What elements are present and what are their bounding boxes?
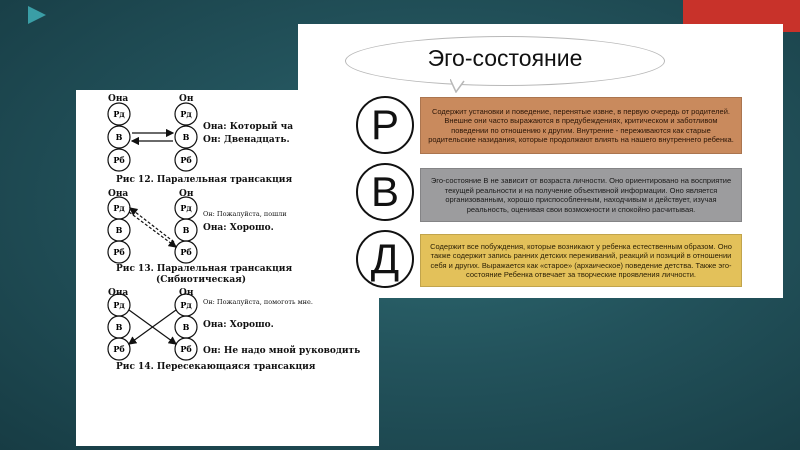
fig13-col-left: Она	[108, 189, 129, 199]
fig12-line-2: Он: Двенадцать.	[203, 135, 290, 145]
fig13-arrow-up	[130, 208, 174, 242]
adult-circle: В	[356, 163, 414, 221]
parent-description: Содержит установки и поведение, перенятые извне, в первую очередь от родителей. Внешне они часто выражаются в предубеждениях, критическом и заботливом поведении по отношению к другим. Внутренне - переживаются как старые родительские назидания, которые продолжают влиять на нашего внутреннего ребенка.	[420, 97, 742, 154]
fig13-r-adult: В	[182, 225, 190, 235]
fig14-l-child: Рб	[113, 344, 125, 354]
fig13-line-1: Он: Пожалуйста, пошли	[203, 210, 287, 218]
fig14-r-parent: Рд	[180, 300, 192, 310]
fig14-r-child: Рб	[180, 344, 192, 354]
fig13-left-column	[108, 197, 130, 263]
child-description: Содержит все побуждения, которые возникают у ребенка естественным образом. Оно также содержит запись ранних детских переживаний, реакций и позиций в отношении себя и других. Выражается как «старое» (архаическое) поведение детства. Также эго-состояние Ребенка отвечает за творческие проявления личности.	[420, 234, 742, 287]
fig14-line-1: Он: Пожалуйста, помоготь мне.	[203, 298, 313, 306]
fig14-l-parent: Рд	[113, 300, 125, 310]
fig13-caption: Рис 13. Паралельная трансакция	[116, 264, 293, 274]
fig14-left-column	[108, 294, 130, 360]
fig12-l-child: Рб	[113, 155, 125, 165]
fig13-r-parent: Рд	[180, 203, 192, 213]
fig13-l-parent: Рд	[113, 203, 125, 213]
fig13-col-right: Он	[179, 189, 194, 199]
fig12-l-adult: В	[115, 132, 123, 142]
fig13-arrow-down	[129, 212, 176, 247]
fig13-caption-2: (Сибиотическая)	[156, 275, 247, 285]
fig13-r-child: Рб	[180, 247, 192, 257]
fig14-l-adult: В	[115, 322, 123, 332]
fig12-caption: Рис 12. Паралельная трансакция	[116, 175, 293, 185]
fig14-caption: Рис 14. Пересекающаяся трансакция	[116, 362, 316, 372]
fig12-r-adult: В	[182, 132, 190, 142]
fig12-right-column	[175, 103, 197, 171]
fig14-col-left: Она	[108, 288, 129, 298]
fig14-line-2: Она: Хорошо.	[203, 320, 274, 330]
fig14-right-column	[175, 294, 197, 360]
parent-circle: Р	[356, 96, 414, 154]
arrow-icon	[28, 6, 46, 24]
fig14-col-right: Он	[179, 288, 194, 298]
fig13-l-child: Рб	[113, 247, 125, 257]
fig13-l-adult: В	[115, 225, 123, 235]
fig12-col-right: Он	[179, 94, 194, 104]
fig12-r-child: Рб	[180, 155, 192, 165]
fig12-col-left: Она	[108, 94, 129, 104]
fig12-l-parent: Рд	[113, 109, 125, 119]
fig14-r-adult: В	[182, 322, 190, 332]
bubble-tail	[450, 79, 470, 93]
fig12-r-parent: Рд	[180, 109, 192, 119]
fig13-right-column	[175, 197, 197, 263]
child-circle: Д	[356, 230, 414, 288]
fig14-line-3: Он: Не надо мной руководить	[203, 346, 361, 356]
adult-description: Эго-состояние В не зависит от возраста личности. Оно ориентировано на восприятие текущей реальности и на получение объективной информации. Оно является организованным, хорошо приспособленным, находчивым и действует, изучая реальность, оценивая свои возможности и спокойно расчитывая.	[420, 168, 742, 222]
fig12-left-column	[108, 103, 130, 171]
fig13-line-2: Она: Хорошо.	[203, 223, 274, 233]
ego-title: Эго-состояние	[427, 45, 583, 71]
fig12-line-1: Она: Который ча	[203, 122, 294, 132]
